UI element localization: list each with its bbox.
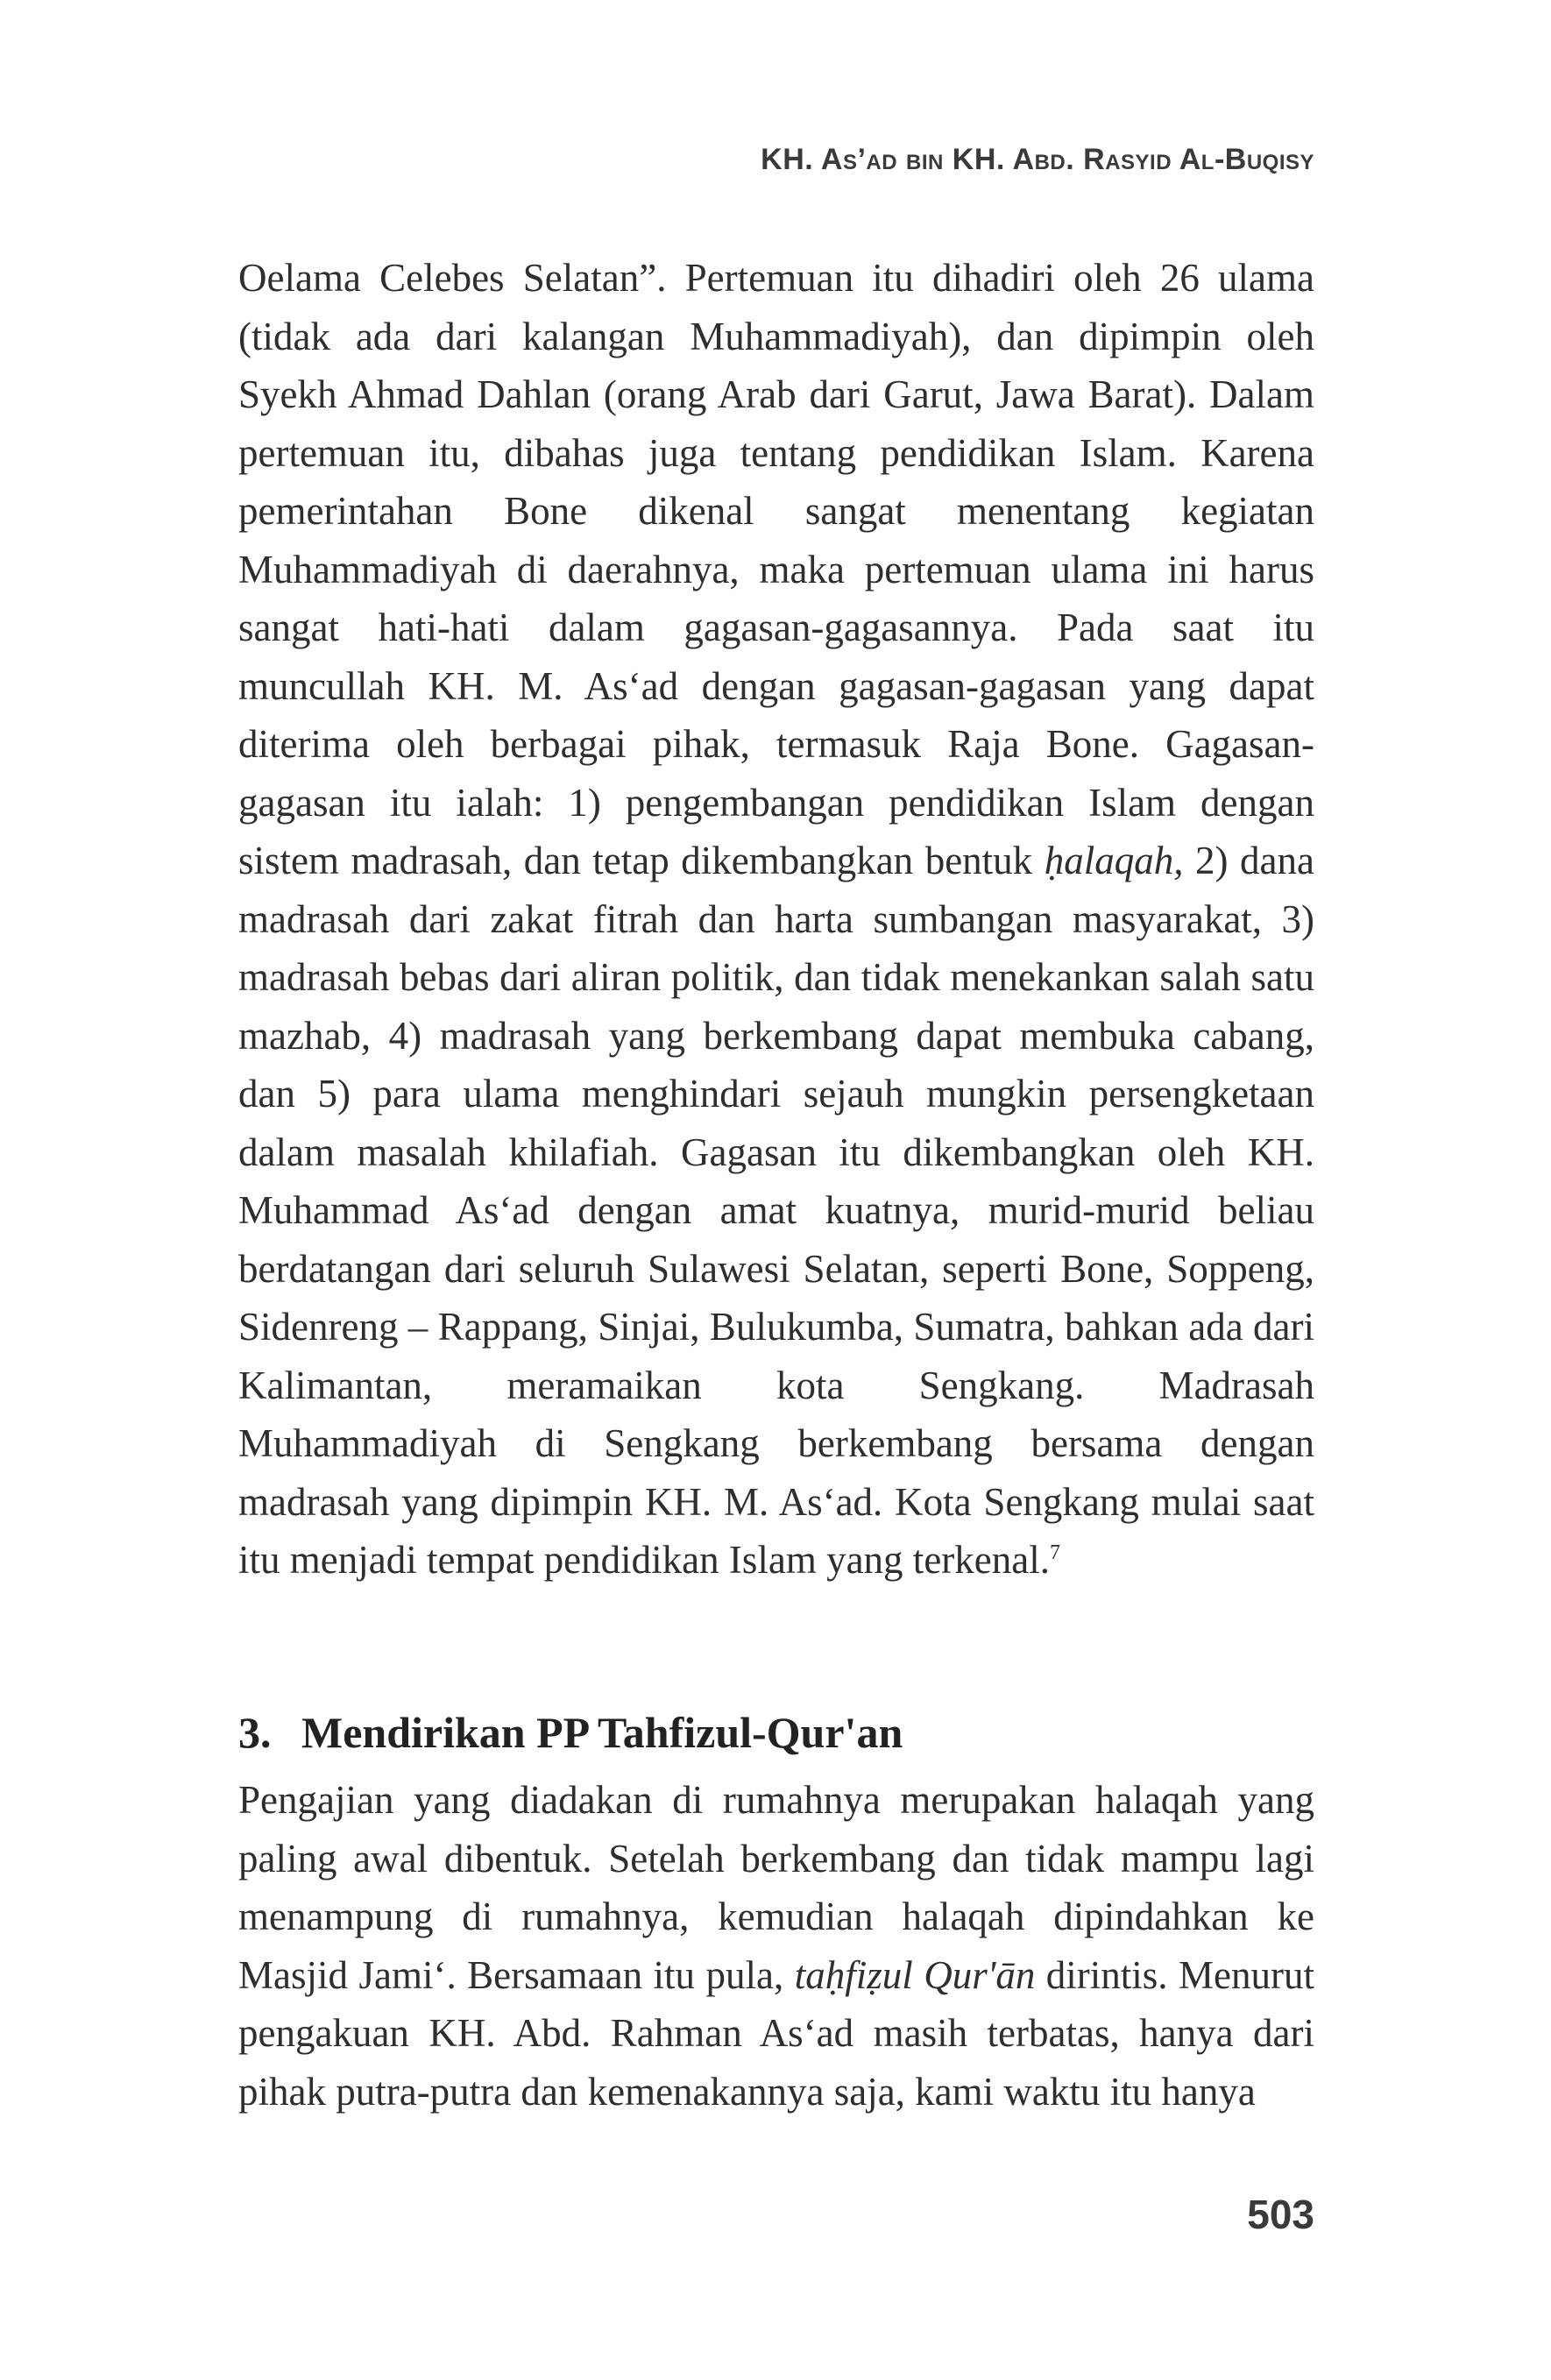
section-heading [238,1704,1314,1761]
paragraph-text: 2) dana madrasah dari zakat fitrah dan harta sumbangan masyarakat, 3) madrasah bebas dari aliran politik, dan tidak menekankan salah satu mazhab, 4) madrasah yang berkembang dapat membuka cabang, dan 5) para ulama menghindari sejauh mungkin persengketaan dalam masalah khilafiah. Gagasan itu dikembangkan oleh KH. Muhammad As‘ad dengan amat kuatnya, murid-murid beliau berdatangan dari seluruh Sulawesi Selatan, seperti Bone, Soppeng, Sidenreng – Rappang, Sinjai, Bulukumba, Sumatra, bahkan ada dari Kalimantan, meramaikan kota Sengkang. Madrasah Muhammadiyah di Sengkang berkembang bersama dengan madrasah yang dipimpin KH. M. As‘ad. Kota Sengkang mulai saat itu menjadi tempat pendidikan Islam yang terkenal. [238,839,1315,1582]
italic-term: ḥalaqah, [1044,839,1184,882]
section-title: Mendirikan PP Tahfizul-Qur'an [301,1708,903,1757]
body-paragraph-2 [238,1771,1314,2121]
footnote-reference: 7 [1049,1541,1060,1564]
paragraph-text: Pengajian yang diadakan di rumahnya merupakan halaqah yang paling awal dibentuk. Setelah berkembang dan tidak mampu lagi menampung di rumahnya, kemudian halaqah dipindahkan ke Masjid Jami‘. Bersamaan itu pula, [238,1778,1314,1997]
body-paragraph-1 [238,249,1314,1590]
page-number: 503 [1247,2192,1314,2237]
paragraph-text: dirintis. Menurut pengakuan KH. Abd. Rahman As‘ad masih terbatas, hanya dari pihak putra-putra dan kemenakannya saja, kami waktu itu hanya [238,1952,1314,2114]
paragraph-text: Oelama Celebes Selatan”. Pertemuan itu dihadiri oleh 26 ulama (tidak ada dari kalangan Muhammadiyah), dan dipimpin oleh Syekh Ahmad Dahlan (orang Arab dari Garut, Jawa Barat). Dalam pertemuan itu, dibahas juga tentang pendidikan Islam. Karena pemerintahan Bone dikenal sangat menentang kegiatan Muhammadiyah di daerahnya, maka pertemuan ulama ini harus sangat hati-hati dalam gagasan-gagasannya. Pada saat itu muncullah KH. M. As‘ad dengan gagasan-gagasan yang dapat diterima oleh berbagai pihak, termasuk Raja Bone. Gagasan-gagasan itu ialah: 1) pengembangan pendidikan Islam dengan sistem madrasah, dan tetap dikembangkan bentuk [238,256,1314,882]
italic-term: taḥfiẓul Qur'ān [794,1952,1036,1997]
section-number: 3. [238,1708,272,1757]
running-header: KH. As’ad bin KH. Abd. Rasyid Al-Buqisy [761,143,1314,176]
